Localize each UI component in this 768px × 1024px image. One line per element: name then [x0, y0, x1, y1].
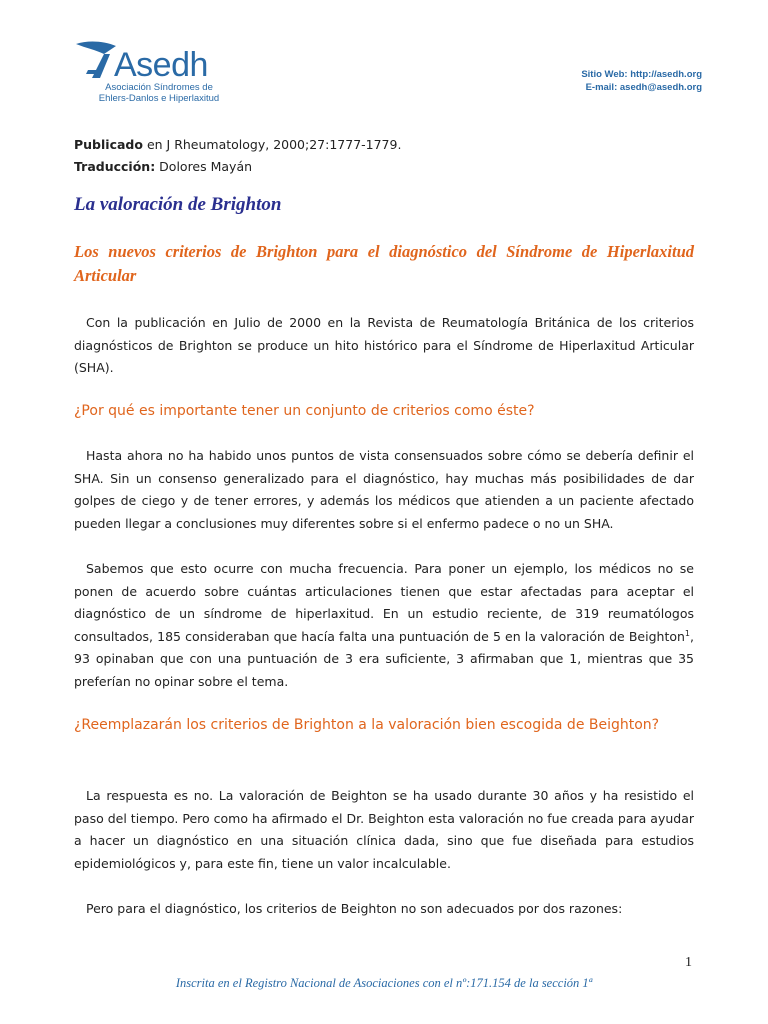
website-link[interactable]: Sitio Web: http://asedh.org	[581, 69, 702, 80]
published-label: Publicado	[74, 137, 143, 152]
paragraph-intro: Con la publicación en Julio de 2000 en la Revista de Reumatología Británica de los criterios diagnósticos de Brighton se produce un hito histórico para el Síndrome de Hiperlaxitud Articular (SHA).	[74, 315, 694, 375]
paragraph-frequency	[74, 558, 694, 693]
logo-subtitle-line1: Asociación Síndromes de	[105, 82, 213, 93]
logo-subtitle-line2: Ehlers-Danlos e Hiperlaxitud	[98, 93, 220, 104]
footnote-ref[interactable]: 1	[684, 628, 691, 638]
translation-line	[74, 156, 401, 178]
page-footer: Inscrita en el Registro Nacional de Asociaciones con el nº:171.154 de la sección 1ª	[175, 976, 593, 990]
paragraph-frequency-text-b: , 93 opinaban que con una puntuación de 3 era suficiente, 3 afirmaban que 1, mientras que 35 preferían no opinar sobre el tema.	[74, 628, 694, 689]
email-link[interactable]: E-mail: asedh@asedh.org	[585, 82, 702, 93]
logo-subtitle	[84, 82, 234, 104]
document-subtitle: Los nuevos criterios de Brighton para el diagnóstico del Síndrome de Hiperlaxitud Articular	[74, 242, 694, 285]
contact-info	[581, 68, 702, 94]
publication-meta	[74, 134, 401, 178]
published-line	[74, 134, 401, 156]
translation-value: Dolores Mayán	[155, 159, 253, 174]
logo-wordmark: Asedh	[114, 46, 208, 84]
paragraph-frequency-text-a: Sabemos que esto ocurre con mucha frecuencia. Para poner un ejemplo, los médicos no se ponen de acuerdo sobre cuántas articulaciones tienen que estar afectadas para aceptar el diagnóstico de un síndrome de hiperlaxitud. En un estudio reciente, de 319 reumatólogos consultados, 185 consideraban que hacía falta una puntuación de 5 en la valoración de Beighton	[74, 561, 694, 644]
asedh-logo-icon	[74, 40, 118, 82]
page-number: 1	[685, 955, 692, 970]
asedh-logo	[74, 40, 254, 106]
translation-label: Traducción:	[74, 159, 156, 174]
published-value: en J Rheumatology, 2000;27:1777-1779.	[142, 137, 402, 152]
paragraph-consensus: Hasta ahora no ha habido unos puntos de vista consensuados sobre cómo se debería definir el SHA. Sin un consenso generalizado para el diagnóstico, hay muchas más posibilidades de dar golpes de ciego y de tener errores, y además los médicos que atienden a un paciente afectado pueden llegar a conclusiones muy diferentes sobre si el enfermo padece o no un SHA.	[74, 448, 694, 531]
paragraph-answer: La respuesta es no. La valoración de Beighton se ha usado durante 30 años y ha resistido el paso del tiempo. Pero como ha afirmado el Dr. Beighton esta valoración no fue creada para ayudar a hacer un diagnóstico en una situación clínica dada, sino que fue diseñada para estudios epidemiológicos y, para este fin, tiene un valor incalculable.	[74, 788, 694, 871]
section-heading-why: ¿Por qué es importante tener un conjunto de criterios como éste?	[74, 403, 535, 419]
document-title: La valoración de Brighton	[74, 194, 282, 215]
paragraph-reasons: Pero para el diagnóstico, los criterios de Beighton no son adecuados por dos razones:	[86, 901, 623, 916]
section-heading-replace: ¿Reemplazarán los criterios de Brighton a la valoración bien escogida de Beighton?	[74, 717, 660, 733]
